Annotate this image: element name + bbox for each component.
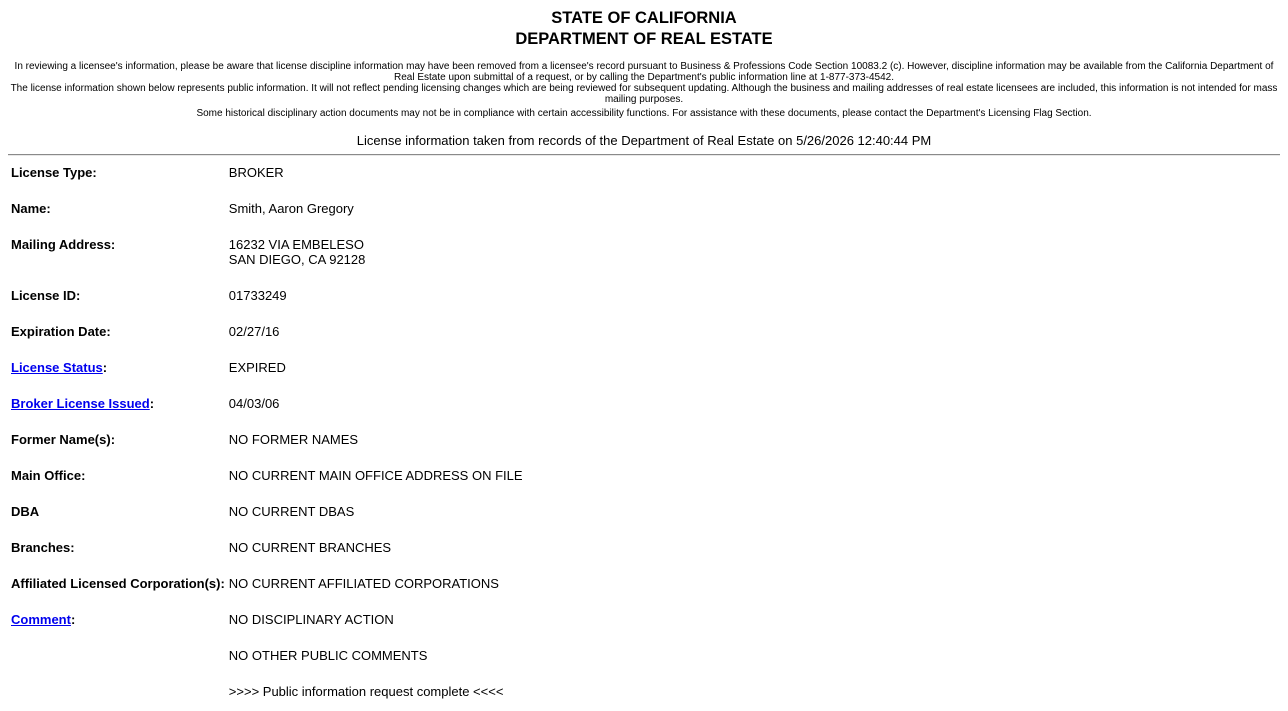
row-request-complete — [10, 683, 524, 711]
label-license-type: License Type: — [11, 165, 97, 180]
comment-link[interactable]: Comment — [11, 612, 71, 627]
label-broker-license-issued — [10, 395, 226, 429]
row-mailing-address — [10, 236, 524, 285]
row-main-office — [10, 467, 524, 501]
disclaimer-public-info: The license information shown below represents public information. It will not reflect pending licensing changes which are being reviewed for subsequent updating. Although the business and mailing addresses of real estate licensees are included, this information is not intended for mass mailing purposes. — [10, 83, 1278, 105]
row-name — [10, 200, 524, 234]
value-license-type: BROKER — [228, 165, 284, 180]
label-colon: : — [102, 360, 108, 375]
row-license-status — [10, 359, 524, 393]
value-broker-license-issued: 04/03/06 — [228, 396, 280, 411]
label-colon: : — [70, 612, 76, 627]
label-comment — [10, 611, 226, 645]
broker-license-issued-link[interactable]: Broker License Issued — [11, 396, 150, 411]
value-former-names: NO FORMER NAMES — [228, 432, 359, 447]
value-expiration-date: 02/27/16 — [228, 324, 280, 339]
empty-label-cell — [10, 683, 226, 711]
row-affiliated-corporations — [10, 575, 524, 609]
divider — [8, 154, 1280, 156]
row-former-names — [10, 431, 524, 465]
license-details-table — [8, 162, 526, 711]
disclaimer-discipline: In reviewing a licensee's information, please be aware that license discipline information may have been removed from a licensee's record pursuant to Business & Professions Code Section 10083.2 (c). However, discipline information may be available from the California Department of Real Estate upon submittal of a request, or by calling the Department's public information line at 1-877-373-4542. — [14, 61, 1274, 83]
label-colon: : — [149, 396, 155, 411]
value-license-id: 01733249 — [228, 288, 287, 303]
row-license-type — [10, 164, 524, 198]
department-title: DEPARTMENT OF REAL ESTATE — [515, 30, 773, 48]
value-comment: NO DISCIPLINARY ACTION — [228, 612, 394, 627]
value-dba: NO CURRENT DBAS — [228, 504, 355, 519]
row-broker-license-issued — [10, 395, 524, 429]
row-branches — [10, 539, 524, 573]
row-dba — [10, 503, 524, 537]
row-expiration-date — [10, 323, 524, 357]
value-affiliated-corporations: NO CURRENT AFFILIATED CORPORATIONS — [228, 576, 499, 591]
records-timestamp: License information taken from records of the Department of Real Estate on 5/26/2026 12:40:44 PM — [356, 133, 932, 148]
disclaimer-accessibility: Some historical disciplinary action documents may not be in compliance with certain accessibility functions. For assistance with these documents, please contact the Department's Licensing Flag Section. — [196, 108, 1092, 119]
row-other-comments — [10, 647, 524, 681]
address-city-state-zip: SAN DIEGO, CA 92128 — [228, 252, 366, 267]
label-mailing-address: Mailing Address: — [11, 237, 116, 252]
empty-label-cell — [10, 647, 226, 681]
value-other-comments: NO OTHER PUBLIC COMMENTS — [228, 648, 428, 663]
value-license-status: EXPIRED — [228, 360, 286, 375]
label-main-office: Main Office: — [11, 468, 86, 483]
label-expiration-date: Expiration Date: — [11, 324, 111, 339]
label-dba: DBA — [11, 504, 40, 519]
license-status-link[interactable]: License Status — [11, 360, 103, 375]
label-branches: Branches: — [11, 540, 75, 555]
state-title: STATE OF CALIFORNIA — [551, 9, 737, 27]
label-affiliated-corporations: Affiliated Licensed Corporation(s): — [11, 576, 225, 591]
row-comment — [10, 611, 524, 645]
value-branches: NO CURRENT BRANCHES — [228, 540, 392, 555]
label-former-names: Former Name(s): — [11, 432, 116, 447]
address-street: 16232 VIA EMBELESO — [228, 237, 364, 252]
label-name: Name: — [11, 201, 51, 216]
license-lookup-page — [8, 8, 1280, 711]
request-complete-message: >>>> Public information request complete <<<< — [228, 684, 504, 699]
value-main-office: NO CURRENT MAIN OFFICE ADDRESS ON FILE — [228, 468, 523, 483]
value-mailing-address — [228, 236, 524, 285]
label-license-status — [10, 359, 226, 393]
page-title — [8, 8, 1280, 50]
label-license-id: License ID: — [11, 288, 81, 303]
row-license-id — [10, 287, 524, 321]
value-name: Smith, Aaron Gregory — [228, 201, 354, 216]
